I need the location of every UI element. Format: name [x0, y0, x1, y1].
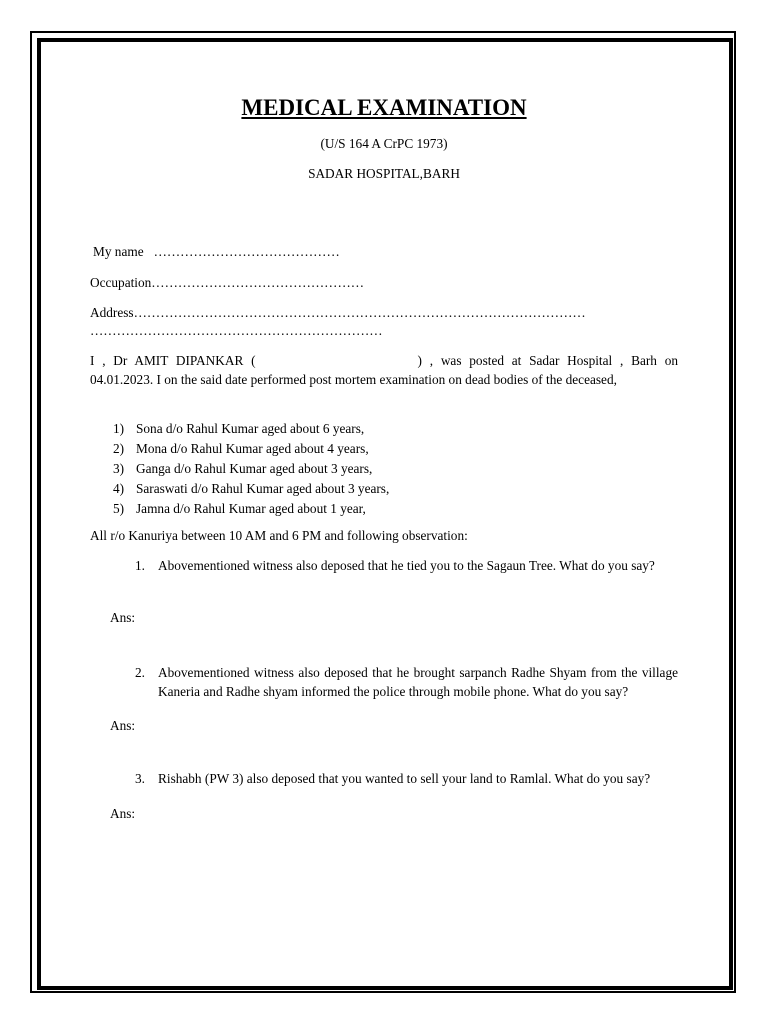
question-number: 2.	[135, 665, 145, 680]
observation-intro: All r/o Kanuriya between 10 AM and 6 PM and following observation:	[90, 528, 468, 543]
question-1	[135, 556, 678, 575]
answer-label-3: Ans:	[110, 806, 136, 821]
occupation-field	[90, 275, 364, 291]
name-dots: ……………………………………	[153, 244, 340, 259]
question-3	[135, 769, 678, 788]
list-item: 4) Saraswati d/o Rahul Kumar aged about 3 years,	[113, 481, 390, 496]
list-item: 3) Ganga d/o Rahul Kumar aged about 3 years,	[113, 461, 373, 476]
statement-part1: I , Dr AMIT DIPANKAR (	[90, 353, 256, 368]
address-dots-line2: …………………………………………………………	[90, 323, 383, 338]
occupation-dots: …………………………………………	[151, 275, 365, 290]
address-dots: …………………………………………………………………………………………	[133, 305, 586, 320]
name-label: My name	[93, 244, 144, 259]
question-number: 1.	[135, 558, 145, 573]
hospital-name: SADAR HOSPITAL,BARH	[308, 166, 460, 181]
document-subtitle: (U/S 164 A CrPC 1973)	[320, 136, 448, 151]
list-item: 5) Jamna d/o Rahul Kumar aged about 1 year,	[113, 501, 366, 516]
question-text: Abovementioned witness also deposed that he brought sarpanch Radhe Shyam from the village Kaneria and Radhe shyam informed the police through mobile phone. What do you say?	[158, 665, 678, 699]
deceased-list	[113, 419, 653, 519]
address-field	[90, 305, 586, 321]
question-number: 3.	[135, 771, 145, 786]
answer-label-2: Ans:	[110, 718, 136, 733]
address-label: Address	[90, 305, 134, 320]
statement-part2: ) , was posted at Sadar Hospital , Barh on 04.01.2023. I on the said date performed post mortem examination on dead bodies of the deceased,	[90, 353, 678, 387]
answer-label-1: Ans:	[110, 610, 136, 625]
question-text: Rishabh (PW 3) also deposed that you wanted to sell your land to Ramlal. What do you say?	[158, 771, 651, 786]
question-text: Abovementioned witness also deposed that he tied you to the Sagaun Tree. What do you say?	[158, 558, 655, 573]
document-title: MEDICAL EXAMINATION	[241, 95, 527, 120]
occupation-label: Occupation	[90, 275, 152, 290]
question-2	[135, 663, 678, 701]
list-item: 2) Mona d/o Rahul Kumar aged about 4 years,	[113, 441, 369, 456]
list-item: 1) Sona d/o Rahul Kumar aged about 6 years,	[113, 421, 365, 436]
doctor-statement	[90, 351, 678, 389]
name-field	[93, 244, 340, 260]
